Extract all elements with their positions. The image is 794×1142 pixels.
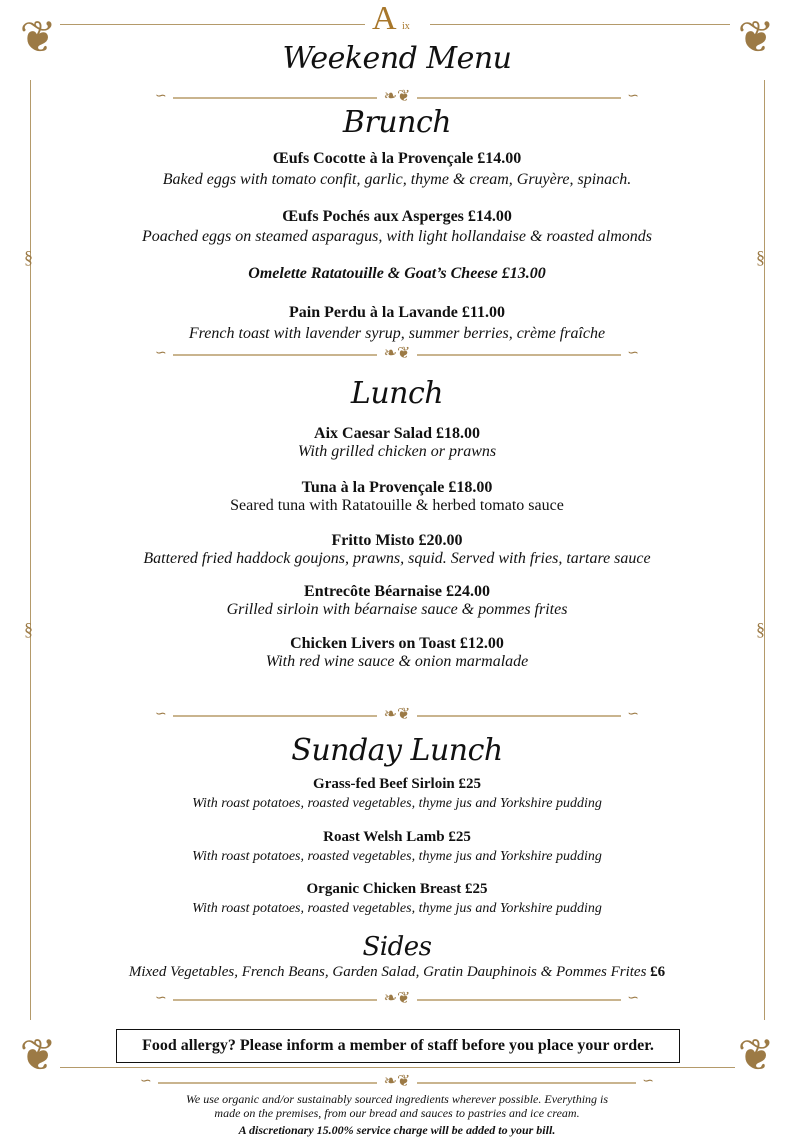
menu-item-title: Pain Perdu à la Lavande £11.00 xyxy=(288,304,506,321)
logo: A ix xyxy=(372,0,410,37)
menu-item-desc: With red wine sauce & onion marmalade xyxy=(265,653,529,670)
scroll-ornament-icon: ❧❦ xyxy=(377,346,417,362)
side-ornament-icon: § xyxy=(24,619,33,639)
corner-ornament-icon: ❦ xyxy=(737,1031,775,1080)
footer-note-line2: made on the premises, from our bread and sauces to pastries and ice cream. xyxy=(214,1106,580,1120)
corner-ornament-icon: ❦ xyxy=(19,13,57,62)
menu-item-title: Grass-fed Beef Sirloin £25 xyxy=(313,776,481,792)
side-ornament-icon: § xyxy=(24,247,33,267)
side-ornament-icon: § xyxy=(756,247,765,267)
divider: ∽ ❧❦ ∽ xyxy=(155,706,639,723)
frame-top-right xyxy=(430,24,730,25)
menu-item-title: Fritto Misto £20.00 xyxy=(331,532,463,549)
divider: ∽ ❧❦ ∽ xyxy=(155,88,639,105)
menu-item-title: Entrecôte Béarnaise £24.00 xyxy=(304,583,490,600)
service-charge-note: A discretionary 15.00% service charge will be added to your bill. xyxy=(238,1123,556,1137)
frame-top-left xyxy=(60,24,365,25)
footer-note-line1: We use organic and/or sustainably sourced ingredients wherever possible. Everything is xyxy=(185,1092,609,1106)
menu-item-title: Œufs Pochés aux Asperges £14.00 xyxy=(282,208,512,225)
menu-item-desc: Seared tuna with Ratatouille & herbed tomato sauce xyxy=(230,497,564,514)
section-heading-lunch: Lunch xyxy=(350,376,444,411)
menu-item-desc: With roast potatoes, roasted vegetables, thyme jus and Yorkshire pudding xyxy=(192,901,602,916)
menu-item-title: Roast Welsh Lamb £25 xyxy=(323,829,471,845)
menu-item-desc: French toast with lavender syrup, summer berries, crème fraîche xyxy=(188,325,606,342)
menu-item-title: Tuna à la Provençale £18.00 xyxy=(301,479,493,496)
menu-item-title: Aix Caesar Salad £18.00 xyxy=(314,425,480,442)
divider: ∽ ❧❦ ∽ xyxy=(155,990,639,1007)
sides-price: £6 xyxy=(650,964,666,980)
menu-item-title: Omelette Ratatouille & Goat’s Cheese £13.00 xyxy=(248,265,546,282)
menu-item-desc: With roast potatoes, roasted vegetables, thyme jus and Yorkshire pudding xyxy=(192,849,602,864)
side-ornament-icon: § xyxy=(756,619,765,639)
corner-ornament-icon: ❦ xyxy=(19,1031,57,1080)
divider: ∽ ❧❦ ∽ xyxy=(140,1073,654,1090)
scroll-ornament-icon: ❧❦ xyxy=(377,1074,417,1090)
sides-desc: Mixed Vegetables, French Beans, Garden Salad, Gratin Dauphinois & Pommes Frites xyxy=(128,964,647,980)
menu-item-desc: With grilled chicken or prawns xyxy=(297,443,497,460)
allergy-notice: Food allergy? Please inform a member of staff before you place your order. xyxy=(116,1029,680,1063)
frame-bottom xyxy=(60,1067,735,1068)
scroll-ornament-icon: ❧❦ xyxy=(377,707,417,723)
scroll-ornament-icon: ❧❦ xyxy=(377,991,417,1007)
section-heading-brunch: Brunch xyxy=(342,105,452,140)
divider: ∽ ❧❦ ∽ xyxy=(155,345,639,362)
sides-line xyxy=(0,964,794,981)
menu-item-desc: Battered fried haddock goujons, prawns, squid. Served with fries, tartare sauce xyxy=(143,550,651,567)
menu-item-title: Œufs Cocotte à la Provençale £14.00 xyxy=(272,150,522,167)
menu-item-desc: Baked eggs with tomato confit, garlic, thyme & cream, Gruyère, spinach. xyxy=(162,171,632,188)
menu-item-title: Chicken Livers on Toast £12.00 xyxy=(290,635,504,652)
corner-ornament-icon: ❦ xyxy=(737,13,775,62)
scroll-ornament-icon: ❧❦ xyxy=(377,89,417,105)
section-heading-sunday-lunch: Sunday Lunch xyxy=(291,733,503,768)
menu-item-desc: With roast potatoes, roasted vegetables, thyme jus and Yorkshire pudding xyxy=(192,796,602,811)
section-heading-sides: Sides xyxy=(362,932,432,962)
menu-item-desc: Grilled sirloin with béarnaise sauce & pommes frites xyxy=(226,601,568,618)
menu-item-desc: Poached eggs on steamed asparagus, with light hollandaise & roasted almonds xyxy=(141,228,653,245)
menu-item-title: Organic Chicken Breast £25 xyxy=(306,881,488,897)
page-title: Weekend Menu xyxy=(282,41,512,76)
